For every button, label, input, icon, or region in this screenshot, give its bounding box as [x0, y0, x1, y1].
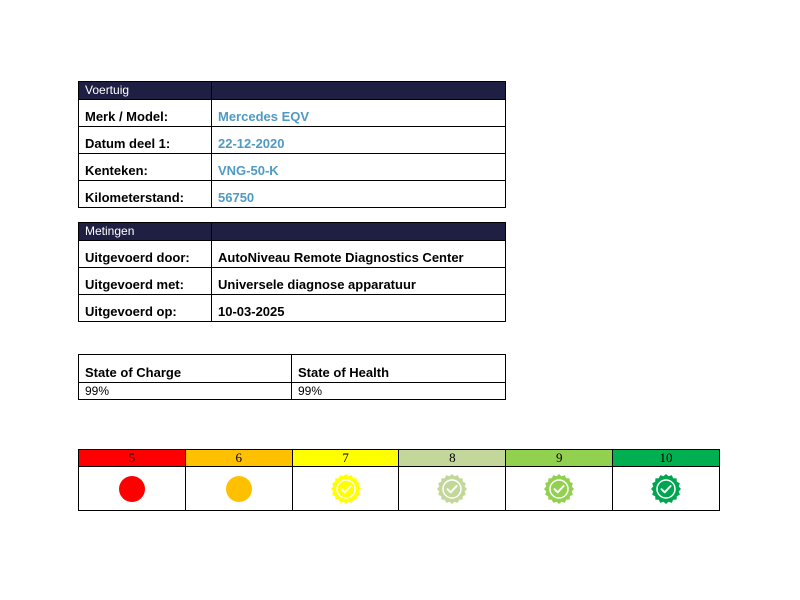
uitgevoerd-door-label: Uitgevoerd door: — [79, 241, 212, 267]
check-badge-icon — [650, 473, 682, 505]
uitgevoerd-op-label: Uitgevoerd op: — [79, 295, 212, 321]
kilometerstand-value: 56750 — [218, 189, 255, 205]
metingen-row-door — [79, 241, 505, 268]
soc-value: 99% — [79, 383, 292, 399]
check-badge-icon — [436, 473, 468, 505]
datum-deel-label: Datum deel 1: — [79, 127, 212, 153]
merk-model-value: Mercedes EQV — [218, 108, 310, 124]
voertuig-row-model — [79, 100, 505, 127]
rating-number-10: 10 — [613, 450, 719, 466]
rating-scale — [78, 449, 720, 511]
kenteken-value: VNG-50-K — [218, 162, 279, 178]
soh-value: 99% — [298, 384, 323, 398]
circle-icon — [119, 476, 145, 502]
rating-scale-numbers — [79, 450, 719, 467]
metingen-table — [78, 222, 506, 322]
voertuig-table — [78, 81, 506, 208]
metingen-row-op — [79, 295, 505, 321]
uitgevoerd-door-value: AutoNiveau Remote Diagnostics Center — [218, 249, 464, 265]
rating-cell-5 — [79, 467, 186, 510]
voertuig-header-label: Voertuig — [79, 82, 212, 99]
metingen-header — [79, 223, 505, 241]
datum-deel-value: 22-12-2020 — [218, 135, 285, 151]
soh-label: State of Health — [298, 365, 390, 380]
uitgevoerd-op-value: 10-03-2025 — [218, 303, 285, 319]
rating-number-7: 7 — [293, 450, 400, 466]
metingen-header-label: Metingen — [79, 223, 212, 240]
kilometerstand-label: Kilometerstand: — [79, 181, 212, 207]
rating-scale-icons — [79, 467, 719, 510]
voertuig-row-kilometerstand — [79, 181, 505, 207]
voertuig-row-kenteken — [79, 154, 505, 181]
battery-value-row — [79, 383, 505, 399]
rating-cell-10 — [613, 467, 719, 510]
voertuig-row-datum — [79, 127, 505, 154]
circle-icon — [226, 476, 252, 502]
rating-cell-7 — [293, 467, 400, 510]
metingen-row-met — [79, 268, 505, 295]
battery-header-row — [79, 355, 505, 383]
rating-cell-8 — [399, 467, 506, 510]
rating-cell-6 — [186, 467, 293, 510]
rating-number-5: 5 — [79, 450, 186, 466]
uitgevoerd-met-label: Uitgevoerd met: — [79, 268, 212, 294]
check-badge-icon — [330, 473, 362, 505]
rating-cell-9 — [506, 467, 613, 510]
battery-table — [78, 354, 506, 400]
check-badge-icon — [543, 473, 575, 505]
rating-number-8: 8 — [399, 450, 506, 466]
rating-number-6: 6 — [186, 450, 293, 466]
kenteken-label: Kenteken: — [79, 154, 212, 180]
merk-model-label: Merk / Model: — [79, 100, 212, 126]
soc-label: State of Charge — [79, 355, 292, 382]
uitgevoerd-met-value: Universele diagnose apparatuur — [218, 276, 416, 292]
voertuig-header — [79, 82, 505, 100]
rating-number-9: 9 — [506, 450, 613, 466]
